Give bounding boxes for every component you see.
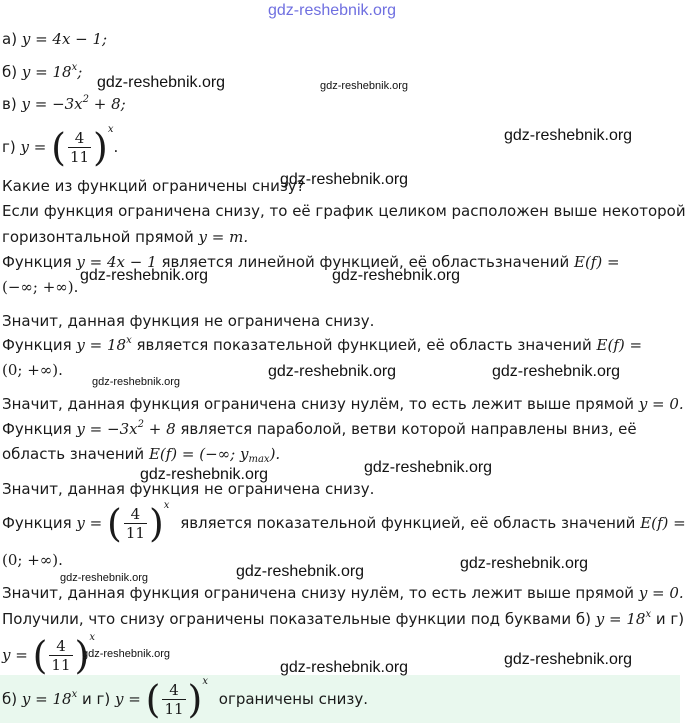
watermark-top[interactable]: gdz-reshebnik.org xyxy=(268,2,397,19)
watermark[interactable]: gdz-reshebnik.org xyxy=(280,171,409,188)
item-a: а) y = 4x − 1; xyxy=(2,30,108,48)
item-v: в) $y = -3x^2 + 8$; xyxy=(2,94,126,113)
watermark[interactable]: gdz-reshebnik.org xyxy=(236,563,365,580)
p3-line-2: область значений E(f) = (−∞; $y_{max}$). xyxy=(2,445,281,465)
p1-conclusion: Значит, данная функция не ограничена снизу. xyxy=(2,312,375,330)
p2-conclusion: Значит, данная функция ограничена снизу нулём, то есть лежит выше прямой y = 0. xyxy=(2,395,684,413)
watermark[interactable]: gdz-reshebnik.org xyxy=(60,572,149,584)
explain-line-1: Если функция ограничена снизу, то её график целиком расположен выше некоторой xyxy=(2,202,686,220)
watermark[interactable]: gdz-reshebnik.org xyxy=(280,659,409,676)
p1-range: (−∞; +∞). xyxy=(2,278,79,296)
fraction: $\frac{4}{11}$ xyxy=(69,129,90,166)
p3-line-1: Функция $y = -3x^2 + 8$ является параболой, ветви которой направлены вниз, её xyxy=(2,419,637,438)
watermark[interactable]: gdz-reshebnik.org xyxy=(140,466,269,483)
p3-conclusion: Значит, данная функция не ограничена снизу. xyxy=(2,480,375,498)
watermark[interactable]: gdz-reshebnik.org xyxy=(504,651,633,668)
watermark[interactable]: gdz-reshebnik.org xyxy=(332,267,461,284)
watermark[interactable]: gdz-reshebnik.org xyxy=(97,74,226,91)
watermark[interactable]: gdz-reshebnik.org xyxy=(82,648,171,660)
p2-line-1: Функция $y = 18^x$ является показательной функцией, её область значений E(f) = xyxy=(2,335,643,354)
p2-range: (0; +∞). xyxy=(2,361,63,379)
question: Какие из функций ограничены снизу? xyxy=(2,177,305,195)
p4-line-1: Функция y = ( $\frac{4}{11}$ )$^x$ является показательной функцией, её область значений E(f) = xyxy=(2,500,686,546)
watermark[interactable]: gdz-reshebnik.org xyxy=(268,363,397,380)
watermark[interactable]: gdz-reshebnik.org xyxy=(92,376,181,388)
p1-line-1: Функция y = 4x − 1 является линейной функцией, её областьзначений E(f) = xyxy=(2,253,620,271)
item-g: г) y = ( $\frac{4}{11}$ )$^x$. xyxy=(2,124,119,170)
item-b: б) $y = 18^x$; xyxy=(2,62,83,81)
watermark[interactable]: gdz-reshebnik.org xyxy=(364,459,493,476)
answer-line: б) $y = 18^x$ и г) y = ( $\frac{4}{11}$ )$^x$ ограничены снизу. xyxy=(2,676,369,722)
summary-line-2: y = ( $\frac{4}{11}$ )$^x$ xyxy=(2,632,95,678)
watermark[interactable]: gdz-reshebnik.org xyxy=(80,267,209,284)
watermark[interactable]: gdz-reshebnik.org xyxy=(320,80,409,92)
p4-conclusion: Значит, данная функция ограничена снизу нулём, то есть лежит выше прямой y = 0. xyxy=(2,584,684,602)
watermark[interactable]: gdz-reshebnik.org xyxy=(460,555,589,572)
p4-range: (0; +∞). xyxy=(2,551,63,569)
summary-line-1: Получили, что снизу ограничены показательные функции под буквами б) $y = 18^x$ и г) xyxy=(2,609,685,628)
explain-line-2: горизонтальной прямой y = m. xyxy=(2,228,249,246)
watermark[interactable]: gdz-reshebnik.org xyxy=(492,363,621,380)
watermark[interactable]: gdz-reshebnik.org xyxy=(504,127,633,144)
